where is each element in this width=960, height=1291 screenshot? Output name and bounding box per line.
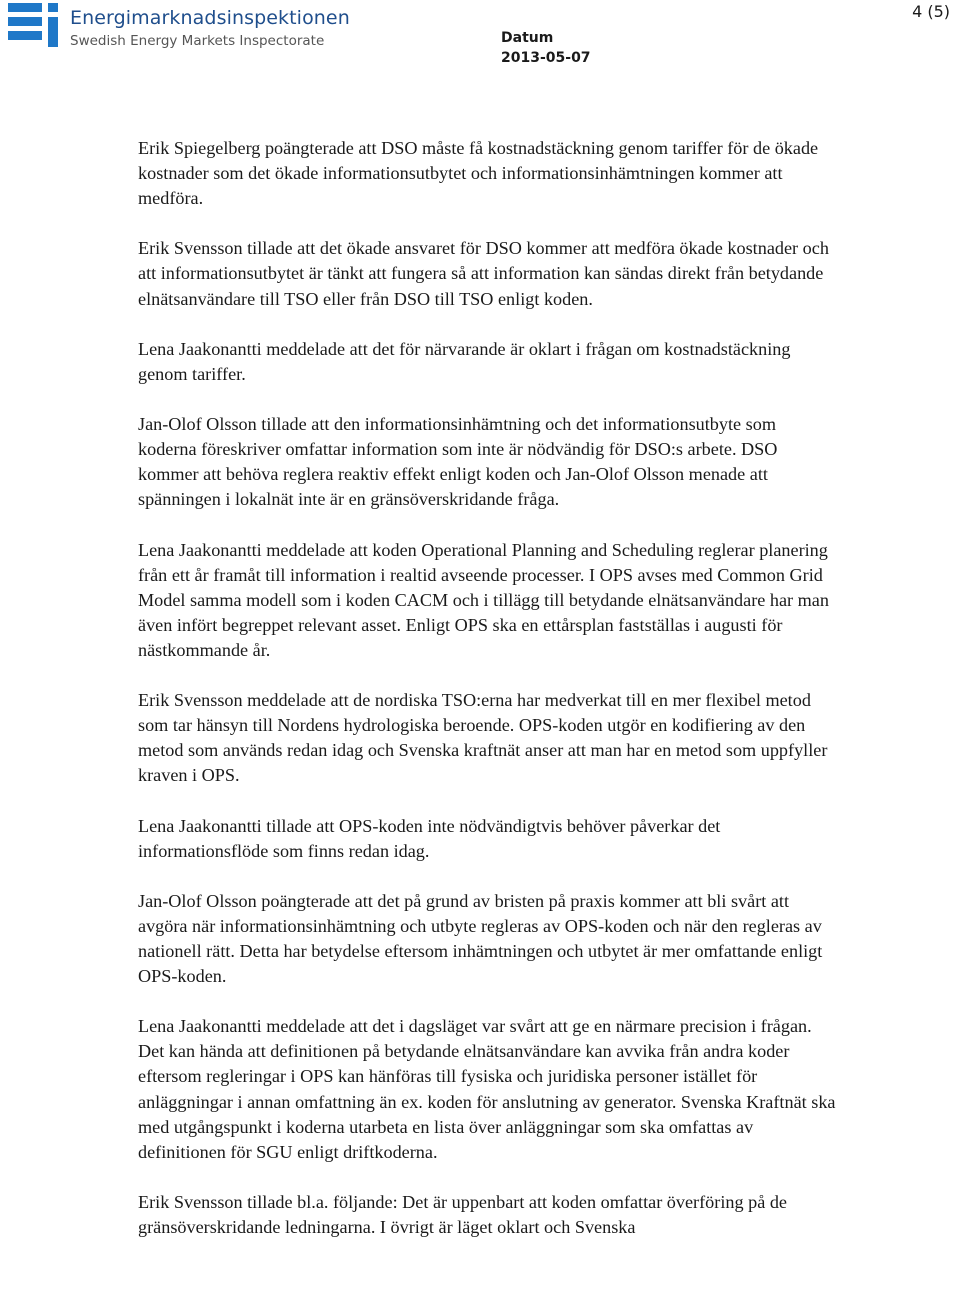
paragraph: Erik Svensson meddelade att de nordiska TSO:erna har medverkat till en mer flexibel metod som tar hänsyn till Nordens hydrologiska beroende. OPS-koden utgör en kodifiering av den metod som används redan idag och Svenska kraftnät anser att man har en metod som uppfyller kraven i OPS. (138, 690, 828, 786)
paragraph: Lena Jaakonantti meddelade att koden Operational Planning and Scheduling reglerar planering från ett år framåt till information i realtid avseende processer. I OPS avses med Common Grid Model samma modell som i koden CACM och i tillägg till betydande elnätsanvändare har man även infört begreppet relevant asset. Enligt OPS ska en ettårsplan fastställas i augusti för nästkommande år. (138, 539, 829, 660)
paragraph: Lena Jaakonantti tillade att OPS-koden inte nödvändigtvis behöver påverkar det informationsflöde som finns redan idag. (138, 815, 721, 861)
ei-logo-icon (8, 3, 60, 47)
org-name-english: Swedish Energy Markets Inspectorate (70, 33, 325, 49)
page-number: 4 (5) (912, 2, 950, 21)
date-label: Datum (501, 30, 554, 46)
paragraph: Jan-Olof Olsson poängterade att det på grund av bristen på praxis kommer att bli svårt att avgöra när informationsinhämtning och utbyte regleras av OPS-koden och när den regleras av nationell rätt. Detta har betydelse eftersom inhämtningen och utbytet är mer omfattande enligt OPS-koden. (138, 890, 823, 987)
date-value: 2013-05-07 (501, 50, 591, 66)
paragraph: Erik Svensson tillade att det ökade ansvaret för DSO kommer att medföra ökade kostnader och att informationsutbytet är tänkt att fungera så att information kan sändas direkt från betydande elnätsanvändare till TSO eller från DSO till TSO enligt koden. (138, 238, 829, 309)
paragraph: Lena Jaakonantti meddelade att det för närvarande är oklart i frågan om kostnadstäckning genom tariffer. (138, 338, 791, 384)
paragraph: Lena Jaakonantti meddelade att det i dagsläget var svårt att ge en närmare precision i frågan. Det kan hända att definitionen på betydande elnätsanvändare kan avvika från andra koder eftersom regleringar i OPS kan hänföras till fysiska och juridiska personer istället för anläggningar i annan omfattning än ex. koden för anslutning av generator. Svenska Kraftnät ska med utgångspunkt i koderna utarbeta en lista över anläggningar som ska omfattas av definitionen för SGU enligt driftkoderna. (138, 1016, 836, 1162)
page-header (0, 0, 960, 80)
org-name: Energimarknadsinspektionen (70, 7, 350, 29)
document-body (138, 136, 838, 1240)
paragraph: Erik Spiegelberg poängterade att DSO måste få kostnadstäckning genom tariffer för de ökade kostnader som det ökade informationsutbytet och informationsinhämtningen kommer att medföra. (138, 138, 819, 209)
paragraph: Erik Svensson tillade bl.a. följande: Det är uppenbart att koden omfattar överföring på de gränsöverskridande ledningarna. I övrigt är läget oklart och Svenska (138, 1191, 787, 1238)
paragraph: Jan-Olof Olsson tillade att den informationsinhämtning och det informationsutbyte som koderna föreskriver omfattar information som inte är nödvändig för DSO:s arbete. DSO kommer att behöva reglera reaktiv effekt enligt koden och Jan-Olof Olsson menade att spänningen i lokalnät inte är en gränsöverskridande fråga. (138, 414, 778, 510)
